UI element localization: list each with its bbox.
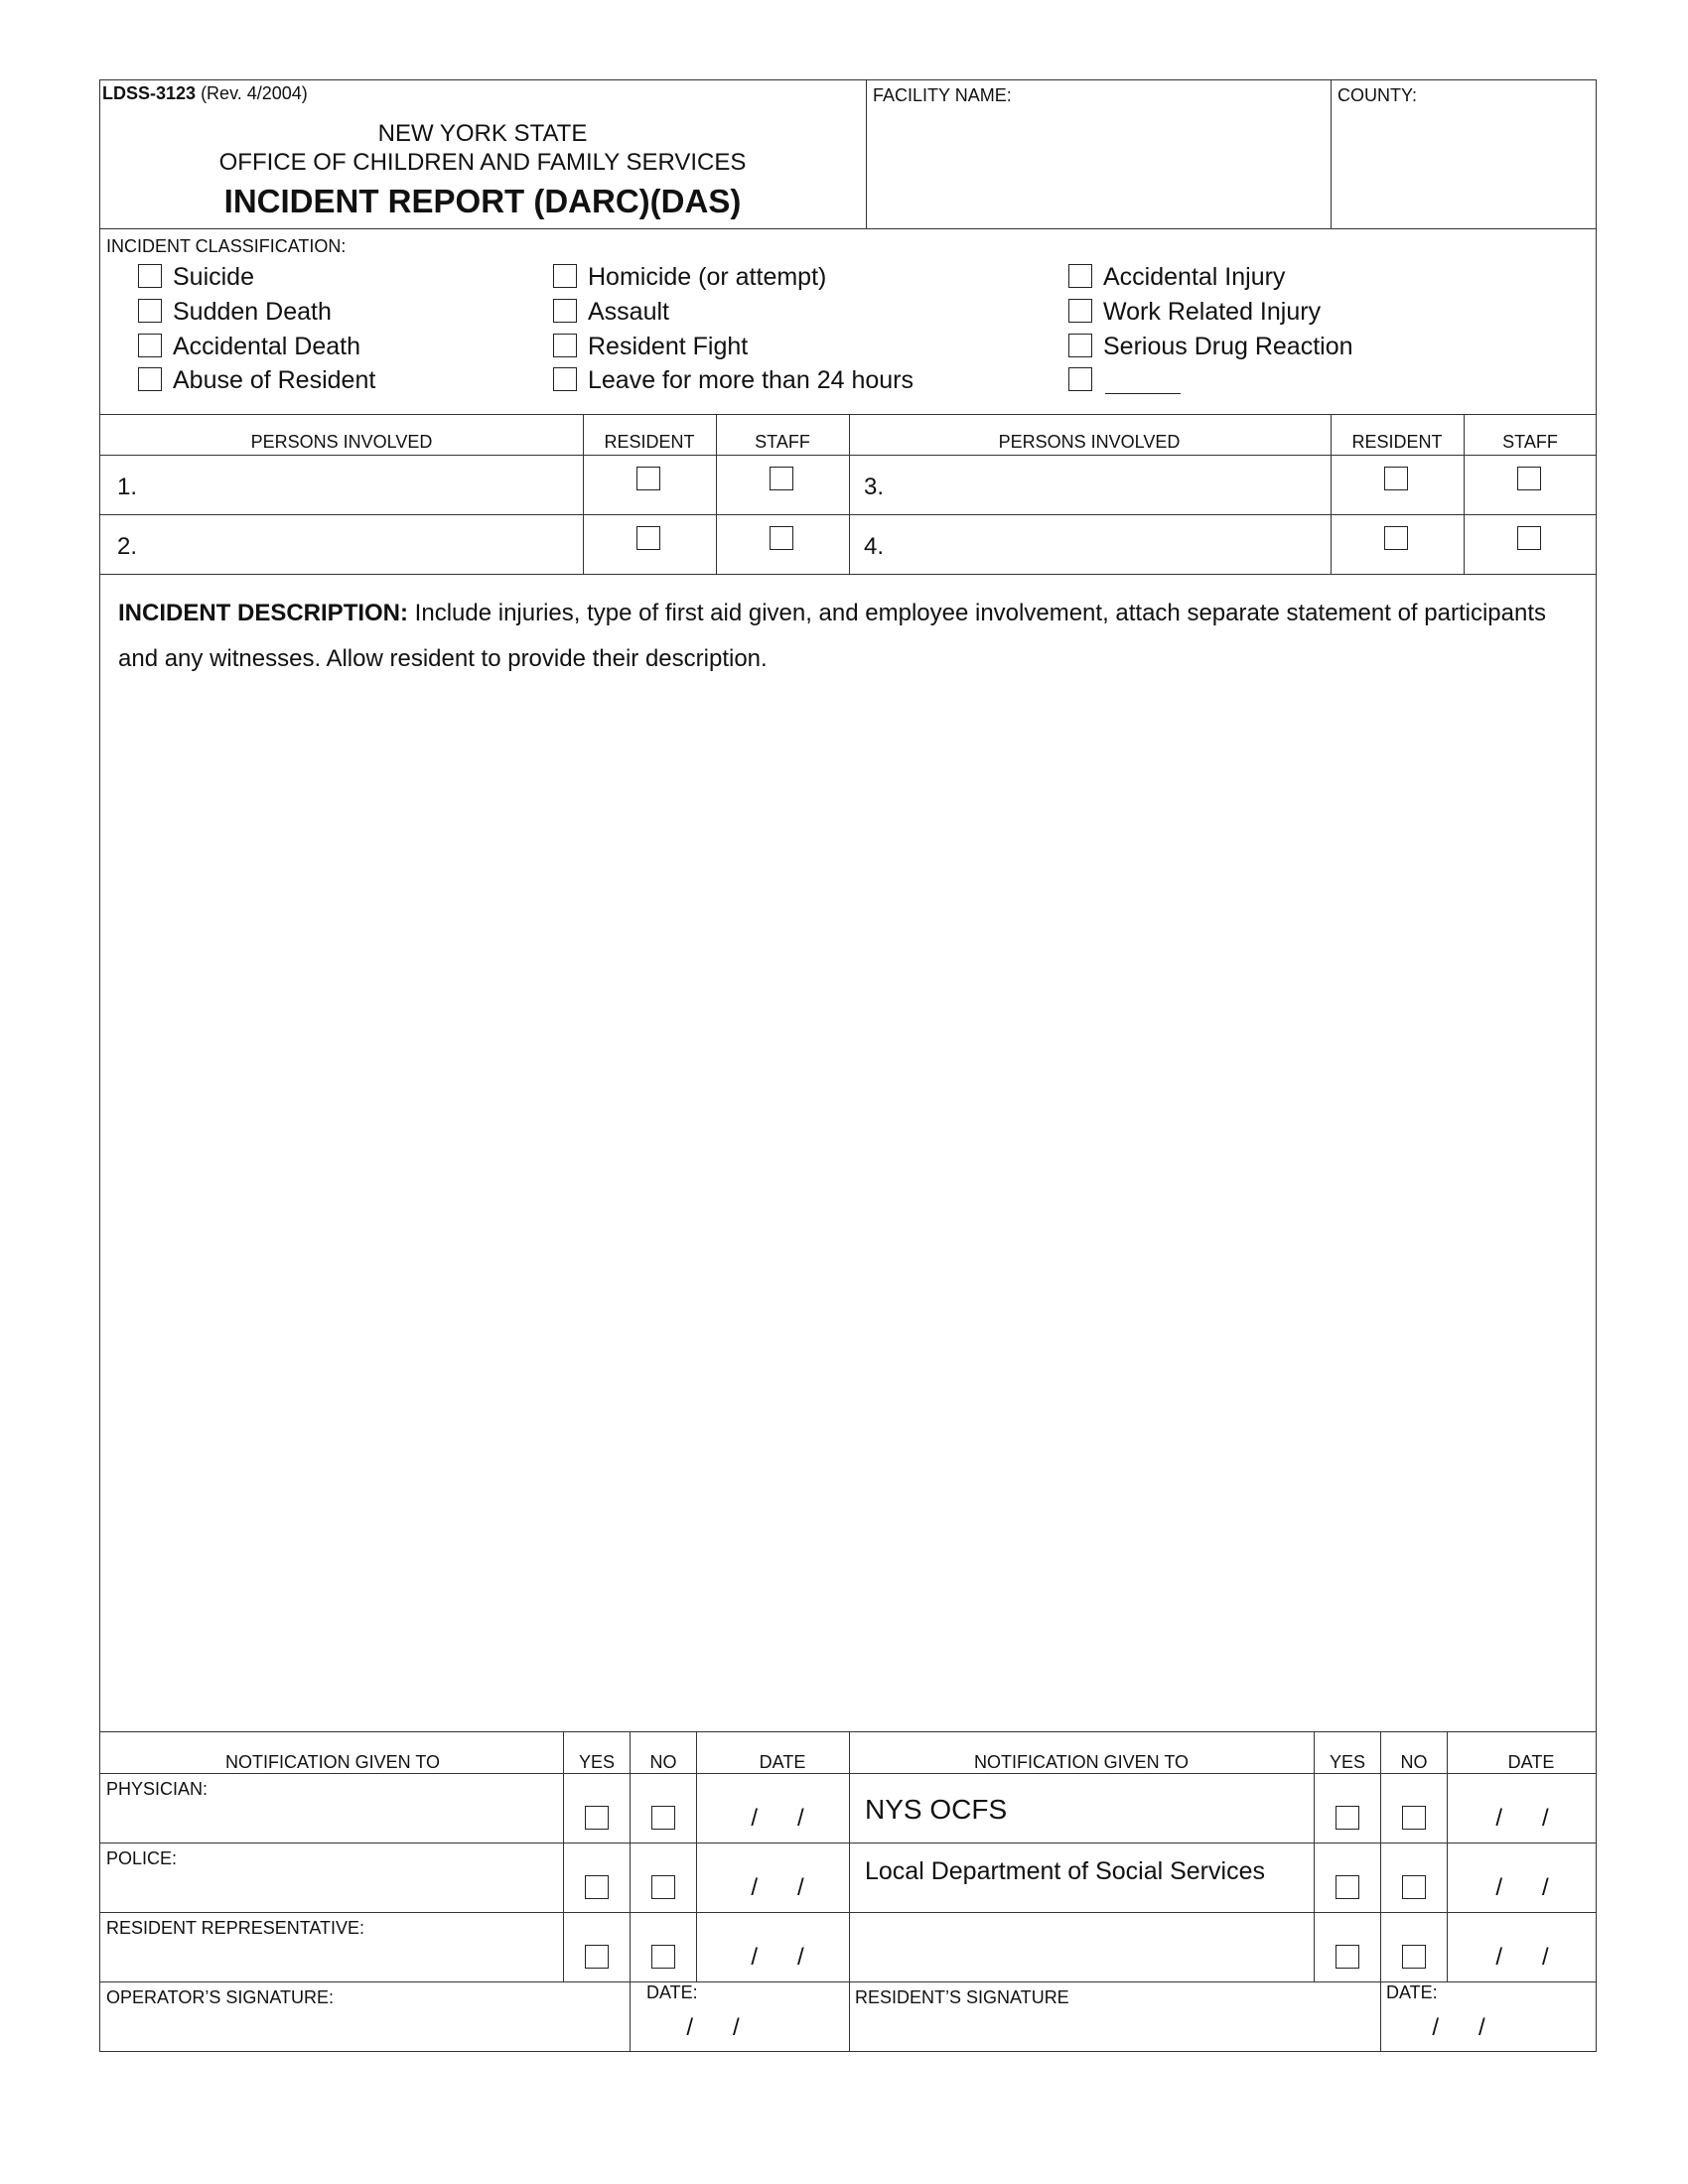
- notify-local-dss-label: Local Department of Social Services: [865, 1857, 1265, 1885]
- persons-header-left: PERSONS INVOLVED: [250, 432, 433, 452]
- resident-header-left: RESIDENT: [604, 432, 695, 452]
- person-2-resident-checkbox[interactable]: [636, 526, 660, 550]
- checkbox-work-related-injury[interactable]: [1068, 299, 1092, 323]
- checkbox-assault[interactable]: [553, 299, 577, 323]
- checkbox-leave-24-hours[interactable]: [553, 367, 577, 391]
- yes-header-right: YES: [1329, 1752, 1366, 1772]
- persons-header-right: PERSONS INVOLVED: [998, 432, 1181, 452]
- nys-ocfs-no-checkbox[interactable]: [1402, 1806, 1426, 1830]
- office-name: OFFICE OF CHILDREN AND FAMILY SERVICES: [218, 149, 747, 176]
- person-3-resident-checkbox[interactable]: [1384, 467, 1408, 490]
- form-id: [102, 84, 308, 102]
- police-yes-checkbox[interactable]: [585, 1875, 609, 1899]
- label-accidental-injury: Accidental Injury: [1103, 263, 1286, 291]
- police-no-checkbox[interactable]: [651, 1875, 675, 1899]
- notify-nys-ocfs-label: NYS OCFS: [865, 1794, 1008, 1825]
- form-title: INCIDENT REPORT (DARC)(DAS): [223, 183, 742, 219]
- label-serious-drug-reaction: Serious Drug Reaction: [1103, 333, 1353, 360]
- date-header-left: DATE: [759, 1752, 806, 1772]
- local-dss-date-field[interactable]: / /: [1495, 1874, 1549, 1901]
- notification-header-right: NOTIFICATION GIVEN TO: [973, 1752, 1190, 1772]
- nys-ocfs-yes-checkbox[interactable]: [1336, 1806, 1359, 1830]
- date-header-right: DATE: [1507, 1752, 1555, 1772]
- other-blank-line[interactable]: [1105, 393, 1181, 394]
- person-4-staff-checkbox[interactable]: [1517, 526, 1541, 550]
- other-yes-checkbox[interactable]: [1336, 1945, 1359, 1969]
- checkbox-accidental-injury[interactable]: [1068, 264, 1092, 288]
- yes-header-left: YES: [578, 1752, 616, 1772]
- person-row-number: 2.: [117, 533, 138, 560]
- incident-report-form: [99, 79, 1597, 2052]
- other-date-field[interactable]: / /: [1495, 1944, 1549, 1971]
- other-no-checkbox[interactable]: [1402, 1945, 1426, 1969]
- operator-date-label: DATE:: [646, 1982, 698, 2002]
- label-sudden-death: Sudden Death: [173, 298, 332, 326]
- physician-no-checkbox[interactable]: [651, 1806, 675, 1830]
- notify-resident-representative-label: RESIDENT REPRESENTATIVE:: [106, 1918, 365, 1938]
- notification-header-left: NOTIFICATION GIVEN TO: [224, 1752, 441, 1772]
- person-1-staff-checkbox[interactable]: [770, 467, 793, 490]
- label-leave-24-hours: Leave for more than 24 hours: [588, 366, 914, 394]
- physician-date-field[interactable]: / /: [751, 1805, 804, 1832]
- county-label: COUNTY:: [1337, 85, 1418, 105]
- operator-signature-label[interactable]: OPERATOR’S SIGNATURE:: [106, 1987, 335, 2007]
- resident-header-right: RESIDENT: [1351, 432, 1443, 452]
- checkbox-suicide[interactable]: [138, 264, 162, 288]
- checkbox-resident-fight[interactable]: [553, 334, 577, 357]
- checkbox-other[interactable]: [1068, 367, 1092, 391]
- resident-date-field[interactable]: / /: [1432, 2014, 1485, 2041]
- resident-signature-label[interactable]: RESIDENT’S SIGNATURE: [855, 1987, 1069, 2007]
- notify-physician-label: PHYSICIAN:: [106, 1779, 209, 1799]
- person-row-number: 3.: [864, 474, 885, 500]
- local-dss-no-checkbox[interactable]: [1402, 1875, 1426, 1899]
- incident-description-label: INCIDENT DESCRIPTION:: [118, 600, 409, 626]
- physician-yes-checkbox[interactable]: [585, 1806, 609, 1830]
- no-header-left: NO: [649, 1752, 677, 1772]
- label-suicide: Suicide: [173, 263, 254, 291]
- person-1-resident-checkbox[interactable]: [636, 467, 660, 490]
- operator-date-field[interactable]: / /: [686, 2014, 740, 2041]
- no-header-right: NO: [1400, 1752, 1428, 1772]
- label-resident-fight: Resident Fight: [588, 333, 749, 360]
- person-row-number: 1.: [117, 474, 138, 500]
- label-abuse-of-resident: Abuse of Resident: [173, 366, 376, 394]
- notify-police-label: POLICE:: [106, 1848, 178, 1868]
- police-date-field[interactable]: / /: [751, 1874, 804, 1901]
- representative-yes-checkbox[interactable]: [585, 1945, 609, 1969]
- checkbox-serious-drug-reaction[interactable]: [1068, 334, 1092, 357]
- facility-name-label: FACILITY NAME:: [873, 85, 1012, 105]
- checkbox-homicide[interactable]: [553, 264, 577, 288]
- representative-no-checkbox[interactable]: [651, 1945, 675, 1969]
- person-2-staff-checkbox[interactable]: [770, 526, 793, 550]
- incident-description-text: Include injuries, type of first aid given, and employee involvement, attach separate statement of participants and any witnesses. Allow resident to provide their description.: [118, 600, 1546, 672]
- form-revision: (Rev. 4/2004): [201, 83, 308, 103]
- state-name: NEW YORK STATE: [377, 120, 588, 147]
- checkbox-accidental-death[interactable]: [138, 334, 162, 357]
- person-3-staff-checkbox[interactable]: [1517, 467, 1541, 490]
- classification-label: INCIDENT CLASSIFICATION:: [106, 236, 347, 256]
- label-homicide: Homicide (or attempt): [588, 263, 827, 291]
- label-work-related-injury: Work Related Injury: [1103, 298, 1322, 326]
- checkbox-abuse-of-resident[interactable]: [138, 367, 162, 391]
- nys-ocfs-date-field[interactable]: / /: [1495, 1805, 1549, 1832]
- label-assault: Assault: [588, 298, 669, 326]
- person-4-resident-checkbox[interactable]: [1384, 526, 1408, 550]
- local-dss-yes-checkbox[interactable]: [1336, 1875, 1359, 1899]
- person-row-number: 4.: [864, 533, 885, 560]
- label-accidental-death: Accidental Death: [173, 333, 361, 360]
- staff-header-left: STAFF: [755, 432, 810, 452]
- representative-date-field[interactable]: / /: [751, 1944, 804, 1971]
- incident-description-instructions[interactable]: [118, 591, 1578, 682]
- form-number: LDSS-3123: [102, 83, 197, 103]
- staff-header-right: STAFF: [1502, 432, 1558, 452]
- resident-date-label: DATE:: [1386, 1982, 1438, 2002]
- checkbox-sudden-death[interactable]: [138, 299, 162, 323]
